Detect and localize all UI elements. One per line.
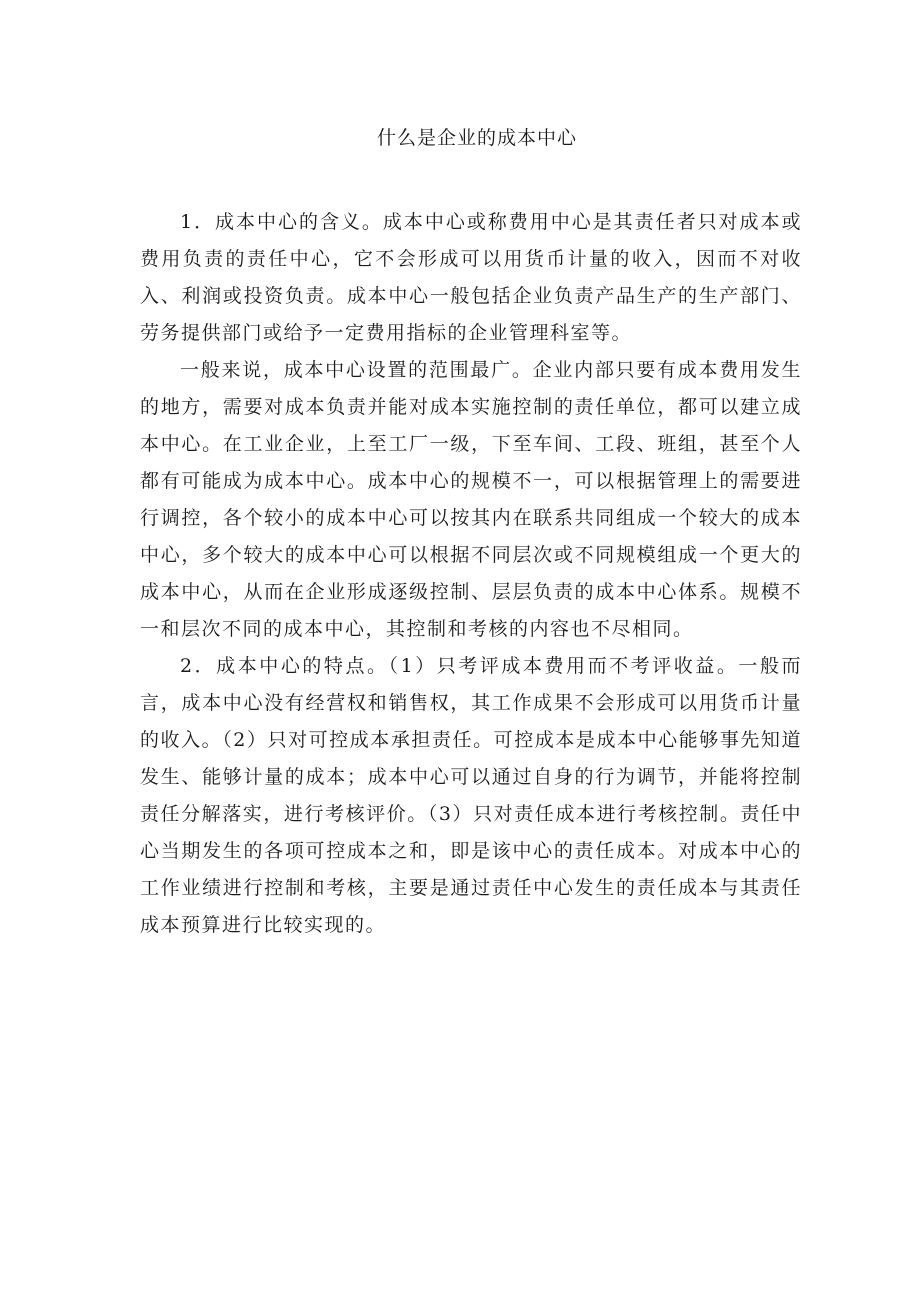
paragraph-cost-center-scope: 一般来说，成本中心设置的范围最广。企业内部只要有成本费用发生的地方，需要对成本负责并能对成本实施控制的责任单位，都可以建立成本中心。在工业企业，上至工厂一级，下至车间、工段、班组，甚至个人都有可能成为成本中心。成本中心的规模不一，可以根据管理上的需要进行调控，各个较小的成本中心可以按其内在联系共同组成一个较大的成本中心，多个较大的成本中心可以根据不同层次或不同规模组成一个更大的成本中心，从而在企业形成逐级控制、层层负责的成本中心体系。规模不一和层次不同的成本中心，其控制和考核的内容也不尽相同。 (140, 359, 802, 640)
paragraph-cost-center-definition: 1．成本中心的含义。成本中心或称费用中心是其责任者只对成本或费用负责的责任中心，它不会形成可以用货币计量的收入，因而不对收入、利润或投资负责。成本中心一般包括企业负责产品生产的生产部门、劳务提供部门或给予一定费用指标的企业管理科室等。 (140, 211, 802, 344)
paragraph-cost-center-features: 2．成本中心的特点。（1）只考评成本费用而不考评收益。一般而言，成本中心没有经营权和销售权，其工作成果不会形成可以用货币计量的收入。（2）只对可控成本承担责任。可控成本是成本中心能够事先知道发生、能够计量的成本；成本中心可以通过自身的行为调节，并能将控制责任分解落实，进行考核评价。（3）只对责任成本进行考核控制。责任中心当期发生的各项可控成本之和，即是该中心的责任成本。对成本中心的工作业绩进行控制和考核，主要是通过责任中心发生的责任成本与其责任成本预算进行比较实现的。 (140, 655, 802, 936)
document-title: 什么是企业的成本中心 (376, 127, 577, 149)
